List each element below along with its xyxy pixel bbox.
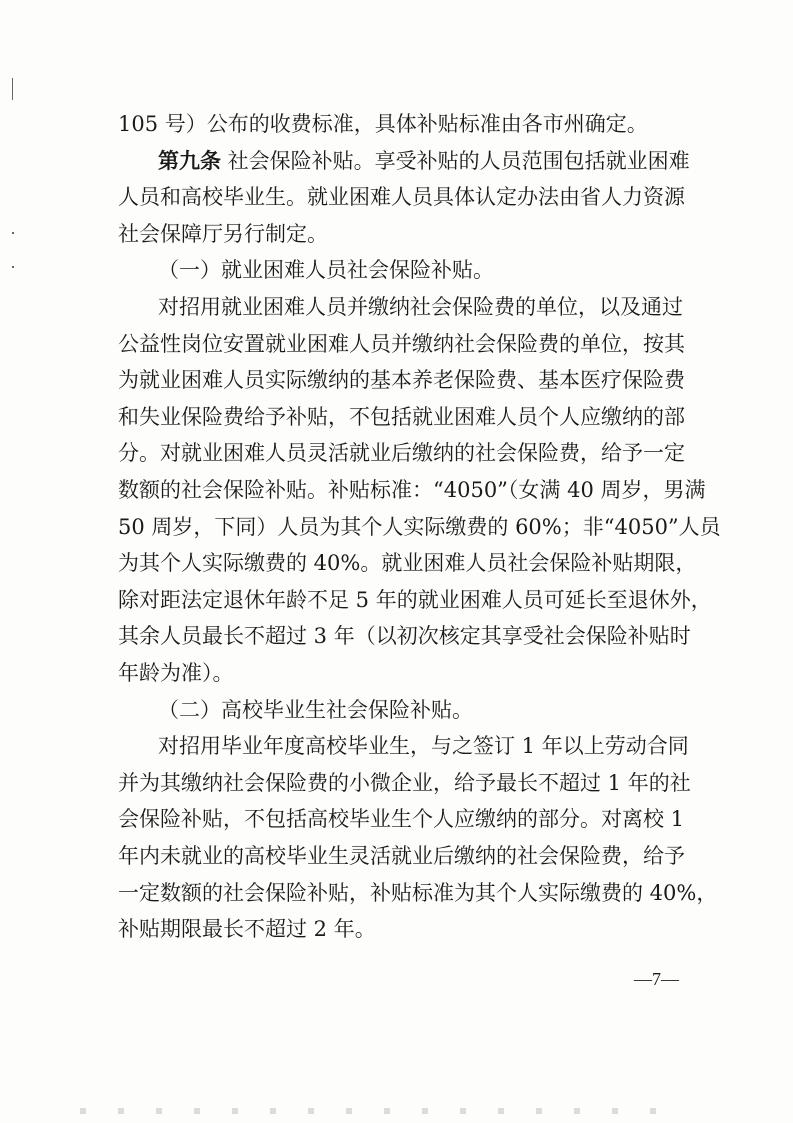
text-line [118,873,718,913]
line-text: 公益性岗位安置就业困难人员并缴纳社会保险费的单位，按其 [118,331,685,356]
line-text: 为其个人实际缴费的 40%。就业困难人员社会保险补贴期限， [118,551,697,576]
text-line [118,104,678,144]
article-heading: 第九条 [158,147,221,173]
line-text: 一定数额的社会保险补贴，补贴标准为其个人实际缴费的 40%， [118,880,718,905]
text-line [118,433,685,473]
text-line [118,470,706,510]
line-text: 为就业困难人员实际缴纳的基本养老保险费、基本医疗保险费 [118,368,685,393]
line-text: 补贴期限最长不超过 2 年。 [118,917,376,942]
line-text: 其余人员最长不超过 3 年（以初次核定其享受社会保险补贴时 [118,624,691,649]
text-line [118,616,691,656]
text-line [118,507,721,547]
text-line [158,141,690,181]
scan-artifact [80,1108,680,1114]
line-text: 数额的社会保险补贴。补贴标准：“4050”（女满 40 周岁，男满 [118,478,706,502]
line-text: 分。对就业困难人员灵活就业后缴纳的社会保险费，给予一定 [118,441,685,466]
text-line [118,653,678,693]
line-text: 社会保险补贴。享受补贴的人员范围包括就业困难 [221,148,690,173]
line-text: 人员和高校毕业生。就业困难人员具体认定办法由省人力资源 [118,185,685,210]
line-text: 并为其缴纳社会保险费的小微企业，给予最长不超过 1 年的社 [118,770,691,795]
line-text: 年龄为准）。 [118,661,234,685]
line-text: 年内未就业的高校毕业生灵活就业后缴纳的社会保险费，给予 [118,844,685,868]
text-line [158,726,689,766]
text-line [158,287,683,327]
line-text: （二）高校毕业生社会保险补贴。 [158,697,473,722]
line-text: 对招用就业困难人员并缴纳社会保险费的单位，以及通过 [158,295,683,319]
line-text: （一）就业困难人员社会保险补贴。 [158,258,494,283]
text-line [158,250,678,290]
page-number: —7— [634,969,679,989]
text-line [158,690,678,730]
line-text: 和失业保险费给予补贴，不包括就业困难人员个人应缴纳的部 [118,404,685,429]
text-line [118,324,685,364]
text-line [118,763,691,803]
scan-mark [12,232,14,234]
text-line [118,799,685,839]
text-line [118,836,685,876]
line-text: 除对距法定退休年龄不足 5 年的就业困难人员可延长至退休外， [118,587,712,612]
scan-mark [12,78,13,100]
text-line [118,177,685,217]
line-text: 会保险补贴，不包括高校毕业生个人应缴纳的部分。对离校 1 [118,807,685,832]
text-line [118,360,685,400]
text-line [118,214,678,254]
line-text: 50 周岁，下同）人员为其个人实际缴费的 60%；非“4050”人员 [118,514,721,539]
line-text: 社会保障厅另行制定。 [118,221,328,246]
line-text: 105 号）公布的收费标准，具体补贴标准由各市州确定。 [118,112,648,136]
scan-mark [12,266,14,268]
text-line [118,909,678,949]
text-line [118,580,712,620]
line-text: 对招用毕业年度高校毕业生，与之签订 1 年以上劳动合同 [158,734,689,759]
text-line [118,397,685,437]
text-line [118,543,697,583]
